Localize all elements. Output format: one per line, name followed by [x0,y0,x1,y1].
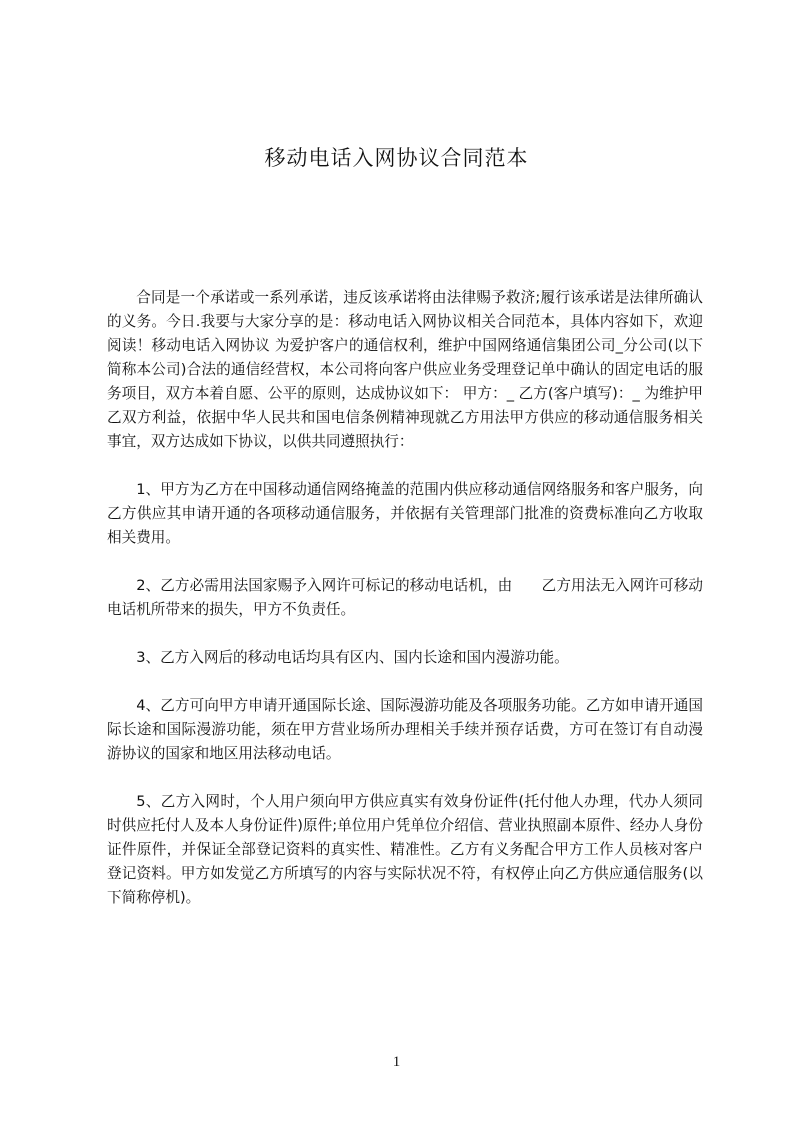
paragraph-clause-1: 1、甲方为乙方在中国移动通信网络掩盖的范围内供应移动通信网络服务和客户服务，向乙方供应其申请开通的各项移动通信服务，并依据有关管理部门批准的资费标准向乙方收取相关费用。 [107,481,703,546]
page-number: 1 [392,1054,401,1070]
document-body [107,286,703,910]
paragraph-clause-5: 5、乙方入网时，个人用户须向甲方供应真实有效身份证件(托付他人办理，代办人须同时供应托付人及本人身份证件)原件;单位用户凭单位介绍信、营业执照副本原件、经办人身份证件原件，并保证全部登记资料的真实性、精准性。乙方有义务配合甲方工作人员核对客户登记资料。甲方如发觉乙方所填写的内容与实际状况不符，有权停止向乙方供应通信服务(以下简称停机)。 [107,793,703,906]
document-title: 移动电话入网协议合同范本 [264,146,529,170]
paragraph-clause-2: 2、乙方必需用法国家赐予入网许可标记的移动电话机，由 乙方用法无入网许可移动电话机所带来的损失，甲方不负责任。 [107,577,703,618]
paragraph-clause-3: 3、乙方入网后的移动电话均具有区内、国内长途和国内漫游功能。 [136,649,569,666]
paragraph-intro: 合同是一个承诺或一系列承诺，违反该承诺将由法律赐予救济;履行该承诺是法律所确认的义务。今日.我要与大家分享的是：移动电话入网协议相关合同范本，具体内容如下，欢迎阅读！移动电话入网协议 为爱护客户的通信权利，维护中国网络通信集团公司_分公司(以下简称本公司)合法的通信经营权，本公司将向客户供应业务受理登记单中确认的固定电话的服务项目，双方本着自愿、公平的原则，达成协议如下： 甲方：_ 乙方(客户填写)：_ 为维护甲乙双方利益，依据中华人民共和国电信条例精神现就乙方用法甲方供应的移动通信服务相关事宜，双方达成如下协议，以供共同遵照执行： [107,289,703,450]
paragraph-clause-4: 4、乙方可向甲方申请开通国际长途、国际漫游功能及各项服务功能。乙方如申请开通国际长途和国际漫游功能，须在甲方营业场所办理相关手续并预存话费，方可在签订有自动漫游协议的国家和地区用法移动电话。 [107,697,703,762]
